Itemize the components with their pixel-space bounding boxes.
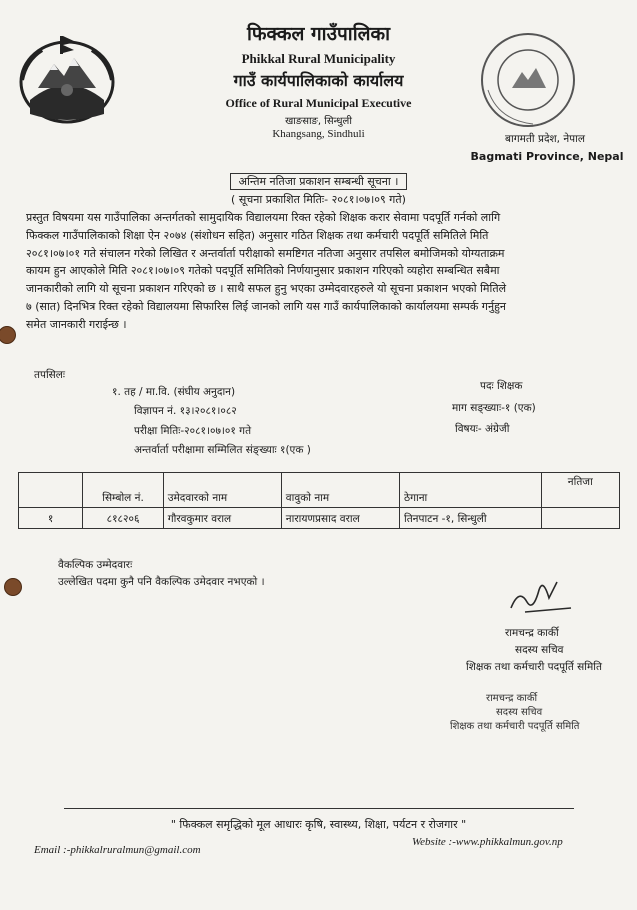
table-header-cell: ठेगाना bbox=[399, 473, 541, 508]
office-name-ne: गाउँ कार्यपालिकाको कार्यालय bbox=[233, 71, 404, 90]
table-header-cell: नतिजा bbox=[541, 473, 619, 508]
notice-body-line: प्रस्तुत विषयमा यस गाउँपालिका अन्तर्गतको सामुदायिक विद्यालयमा रिक्त रहेको शिक्षक करार सेवामा पदपूर्ति गर्नको लागि bbox=[26, 211, 501, 224]
table-header-cell: उमेदवारको नाम bbox=[163, 473, 281, 508]
table-cell: ८१८२०६ bbox=[83, 508, 163, 529]
details-heading: तपसिलः bbox=[34, 369, 66, 381]
notice-body-line: कायम हुन आएकोले मिति २०८१।०७।०९ गतेको पदपूर्ति समितिको निर्णयानुसार प्रकाशन गरिएको व्यहोरा सम्बन्धित सबैमा bbox=[26, 264, 500, 278]
notice-title-text: अन्तिम नतिजा प्रकाशन सम्बन्धी सूचना । bbox=[230, 173, 408, 190]
table-cell: गौरवकुमार वराल bbox=[163, 508, 281, 529]
details-level: १. तह / मा.वि. (संघीय अनुदान) bbox=[112, 386, 236, 398]
alternate-heading: वैकल्पिक उम्मेदवारः bbox=[58, 559, 133, 571]
signatory-role: सदस्य सचिव bbox=[515, 644, 564, 656]
table-cell: नारायणप्रसाद वराल bbox=[281, 508, 399, 529]
footer-motto: " फिक्कल समृद्धिको मूल आधारः कृषि, स्वास्थ्य, शिक्षा, पर्यटन र रोजगार " bbox=[170, 818, 467, 831]
place-en: Khangsang, Sindhuli bbox=[272, 128, 365, 140]
office-name-en: Office of Rural Municipal Executive bbox=[225, 96, 412, 110]
notice-body-line: जानकारीको लागि यो सूचना प्रकाशन गरिएको छ । साथै सफल हुनु भएका उम्मेदवारहरुले यो सूचना प्रकाशन भएको मितिले bbox=[26, 282, 507, 296]
table-header-cell: सिम्बोल नं. bbox=[83, 473, 163, 508]
notice-body-line: फिक्कल गाउँपालिकाको शिक्षा ऐन २०७४ (संशोधन सहित) अनुसार गठित शिक्षक तथा कर्मचारी पदपूर्ति समितिले मिति bbox=[26, 228, 489, 242]
municipality-name-ne: फिक्कल गाउँपालिका bbox=[246, 23, 391, 45]
signatory-committee: शिक्षक तथा कर्मचारी पदपूर्ति समिति bbox=[466, 661, 602, 673]
stamp-name: रामचन्द्र कार्की bbox=[486, 693, 538, 704]
table-row bbox=[19, 508, 620, 529]
handwritten-signature bbox=[505, 568, 575, 620]
table-header-cell bbox=[19, 473, 83, 508]
notice-body-line: समेत जानकारी गराईन्छ । bbox=[26, 317, 127, 331]
table-header-row bbox=[19, 473, 620, 508]
table-cell bbox=[541, 508, 619, 529]
details-interview-count: अन्तर्वार्ता परीक्षामा सम्मिलित संङ्ख्याः १(एक ) bbox=[134, 444, 311, 456]
details-exam-date: परीक्षा मितिः-२०८१।०७।०१ गते bbox=[134, 425, 252, 437]
footer-email: Email :-phikkalruralmun@gmail.com bbox=[34, 844, 201, 856]
punch-hole bbox=[0, 326, 16, 344]
notice-body-line: २०८१।०७।०१ गते संचालन गरेको लिखित र अन्तर्वार्ता परीक्षाको समष्टिगत नतिजा अनुसार तपसिल बमोजिमको योग्यताक्रम bbox=[26, 246, 505, 260]
notice-body bbox=[26, 209, 620, 334]
details-advert-no: विज्ञापन नं. १३।२०८१।०८२ bbox=[134, 405, 237, 417]
office-seal-stamp bbox=[478, 30, 578, 130]
footer-divider bbox=[64, 808, 574, 809]
province-en: Bagmati Province, Nepal bbox=[470, 150, 624, 163]
place-ne: खाङसाङ, सिन्धुली bbox=[285, 116, 352, 127]
notice-body-line: ७ (सात) दिनभित्र रिक्त रहेको विद्यालयमा सिफारिस लिई जानको लागि यस गाउँ कार्यपालिकाको कार्यालयमा सम्पर्क गर्नुहुन bbox=[26, 299, 507, 313]
province-ne: बागमती प्रदेश, नेपाल bbox=[505, 133, 585, 145]
punch-hole bbox=[4, 578, 22, 596]
result-table bbox=[18, 472, 620, 529]
details-demand-count: माग सङ्ख्याः-१ (एक) bbox=[452, 402, 536, 414]
municipality-name-en: Phikkal Rural Municipality bbox=[241, 51, 396, 66]
table-cell: १ bbox=[19, 508, 83, 529]
table-header-cell: वावुको नाम bbox=[281, 473, 399, 508]
footer-website: Website :-www.phikkalmun.gov.np bbox=[412, 836, 563, 848]
alternate-text: उल्लेखित पदमा कुनै पनि वैकल्पिक उमेदवार नभएको । bbox=[58, 576, 265, 588]
details-post: पदः शिक्षक bbox=[480, 380, 523, 392]
stamp-committee: शिक्षक तथा कर्मचारी पदपूर्ति समिति bbox=[450, 721, 580, 732]
signatory-name: रामचन्द्र कार्की bbox=[505, 627, 559, 639]
stamp-role: सदस्य सचिव bbox=[496, 707, 543, 718]
details-subject: विषयः- अंग्रेजी bbox=[455, 423, 510, 435]
table-cell: तिनपाटन -१, सिन्धुली bbox=[399, 508, 541, 529]
notice-published-date: ( सूचना प्रकाशित मितिः- २०८१।०७।०९ गते) bbox=[231, 193, 406, 206]
notice-title bbox=[0, 174, 637, 189]
